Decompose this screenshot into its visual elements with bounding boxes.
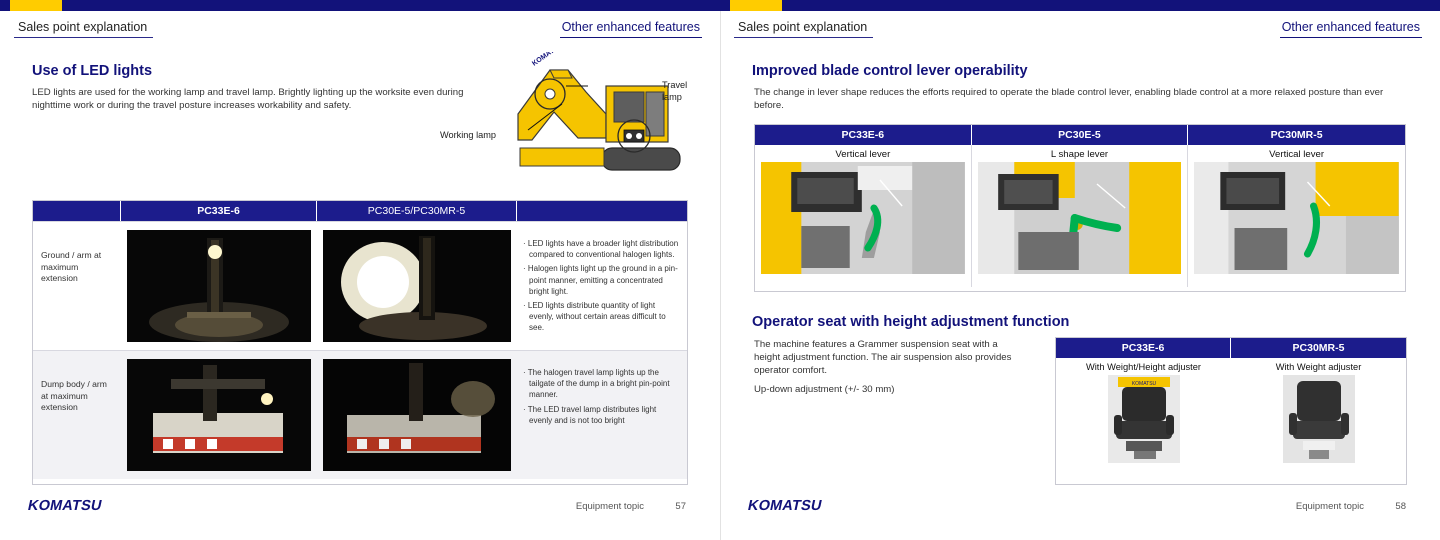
seat-comparison-table xyxy=(1055,337,1407,485)
table-body-row xyxy=(755,145,1405,287)
page-body-text-2: The machine features a Grammer suspension seat with a height adjustment function. The air suspension also provides operator comfort. xyxy=(754,339,1012,377)
night-photo-led-dump xyxy=(127,359,311,471)
table-row xyxy=(33,221,687,350)
night-photo-halogen-dump xyxy=(323,359,511,471)
seat-photo-pc33e6 xyxy=(1108,375,1180,463)
night-photo-led-ground xyxy=(127,230,311,342)
callout-working-lamp: Working lamp xyxy=(440,130,496,140)
table-header-pc30e5-pc30mr5: PC30E-5/PC30MR-5 xyxy=(317,201,517,221)
row-label-ground-arm: Ground / arm at maximum extension xyxy=(41,250,102,284)
table-header-row xyxy=(1056,338,1406,358)
header-sales-point-explanation: Sales point explanation xyxy=(734,20,873,38)
table-header-pc30e5: PC30E-5 xyxy=(972,125,1189,145)
bullet-item: · The LED travel lamp distributes light evenly and is not too bright xyxy=(523,404,657,425)
svg-text:KOMATSU: KOMATSU xyxy=(1131,381,1156,387)
bullet-item: · LED lights have a broader light distribution compared to conventional halogen lights. xyxy=(523,239,679,260)
page-body-text: The change in lever shape reduces the efforts required to operate the blade control lever, enabling blade control at a more relaxed posture than ever before. xyxy=(754,87,1384,112)
top-decoration-bar xyxy=(720,0,1440,11)
cab-interior-photo-pc30mr5 xyxy=(1194,162,1399,274)
photo-cell-pc30-dump xyxy=(317,351,517,479)
table-header-row xyxy=(33,201,687,221)
lever-cell-pc33e6 xyxy=(755,145,972,287)
blue-accent-block xyxy=(0,0,10,11)
slide-58 xyxy=(720,0,1440,540)
lever-caption-l-shape: L shape lever xyxy=(1050,149,1109,160)
footer-text: Equipment topic xyxy=(575,501,644,512)
page-body-text: LED lights are used for the working lamp and travel lamp. Brightly lighting up the worksite even during nighttime work or during the travel posture increases workability and safety. xyxy=(32,87,464,112)
blue-accent-block xyxy=(720,0,730,11)
callout-travel-lamp: Travel lamp xyxy=(662,80,688,102)
footer-page-number: 57 xyxy=(675,501,686,512)
komatsu-logo: KOMATSU xyxy=(26,498,104,514)
seat-cell-pc30mr5 xyxy=(1231,358,1406,480)
slide-header xyxy=(0,20,720,42)
photo-cell-pc33e6-dump xyxy=(121,351,317,479)
row-label-dump-body-arm: Dump body / arm at maximum extension xyxy=(41,379,107,413)
footer-page-number: 58 xyxy=(1395,501,1406,512)
seat-cell-pc33e6 xyxy=(1056,358,1231,480)
header-sales-point-explanation: Sales point explanation xyxy=(14,20,153,38)
table-header-pc33e6: PC33E-6 xyxy=(1056,338,1231,358)
table-header-pc30mr5: PC30MR-5 xyxy=(1292,342,1345,354)
page-title: Use of LED lights xyxy=(32,63,153,79)
photo-cell-pc33e6-ground xyxy=(121,222,317,350)
header-other-enhanced-features: Other enhanced features xyxy=(560,20,702,38)
night-photo-halogen-ground xyxy=(323,230,511,342)
page-body-text-3: Up-down adjustment (+/- 30 mm) xyxy=(754,384,895,395)
page-title-2: Operator seat with height adjustment function xyxy=(752,314,1070,330)
header-other-enhanced-features: Other enhanced features xyxy=(1280,20,1422,38)
cab-interior-photo-pc33e6 xyxy=(761,162,965,274)
table-header-notes xyxy=(517,201,687,221)
table-header-pc33e6: PC33E-6 xyxy=(121,201,317,221)
excavator-drawing xyxy=(510,52,700,187)
footer-text: Equipment topic xyxy=(1295,501,1364,512)
seat-caption-weight: With Weight adjuster xyxy=(1275,362,1362,372)
lever-caption-vertical-2: Vertical lever xyxy=(1269,149,1325,160)
table-body-row xyxy=(1056,358,1406,480)
lever-comparison-table xyxy=(754,124,1406,292)
table-header-row xyxy=(755,125,1405,145)
bullet-item: · LED lights distribute quantity of light evenly, without certain areas difficult to see. xyxy=(523,300,666,333)
table-header-pc33e6: PC33E-6 xyxy=(755,125,972,145)
seat-photo-pc30mr5 xyxy=(1283,375,1355,463)
komatsu-logo: KOMATSU xyxy=(746,498,824,514)
excavator-illustration xyxy=(440,52,700,187)
slide-divider xyxy=(720,0,721,540)
lever-cell-pc30mr5 xyxy=(1188,145,1405,287)
photo-cell-pc30-ground xyxy=(317,222,517,350)
row-bullets-dump xyxy=(517,351,687,479)
table-row xyxy=(33,350,687,479)
bullet-item: · Halogen lights light up the ground in a pin-point manner, emitting a concentrated bright light. xyxy=(523,264,678,296)
table-header-pc30mr5: PC30MR-5 xyxy=(1270,129,1323,141)
led-comparison-table xyxy=(32,200,688,485)
bullet-item: · The halogen travel lamp lights up the tailgate of the dump in a bright pin-point manner. xyxy=(523,368,670,400)
top-decoration-bar xyxy=(0,0,720,11)
lever-cell-pc30e5 xyxy=(972,145,1189,287)
lever-caption-vertical: Vertical lever xyxy=(835,149,891,160)
page-title: Improved blade control lever operability xyxy=(752,63,1028,79)
seat-caption-weight-height: With Weight/Height adjuster xyxy=(1085,362,1202,372)
slide-header xyxy=(720,20,1440,42)
table-header-blank xyxy=(33,201,121,221)
row-bullets-ground xyxy=(517,222,687,350)
cab-interior-photo-pc30e5 xyxy=(978,162,1182,274)
